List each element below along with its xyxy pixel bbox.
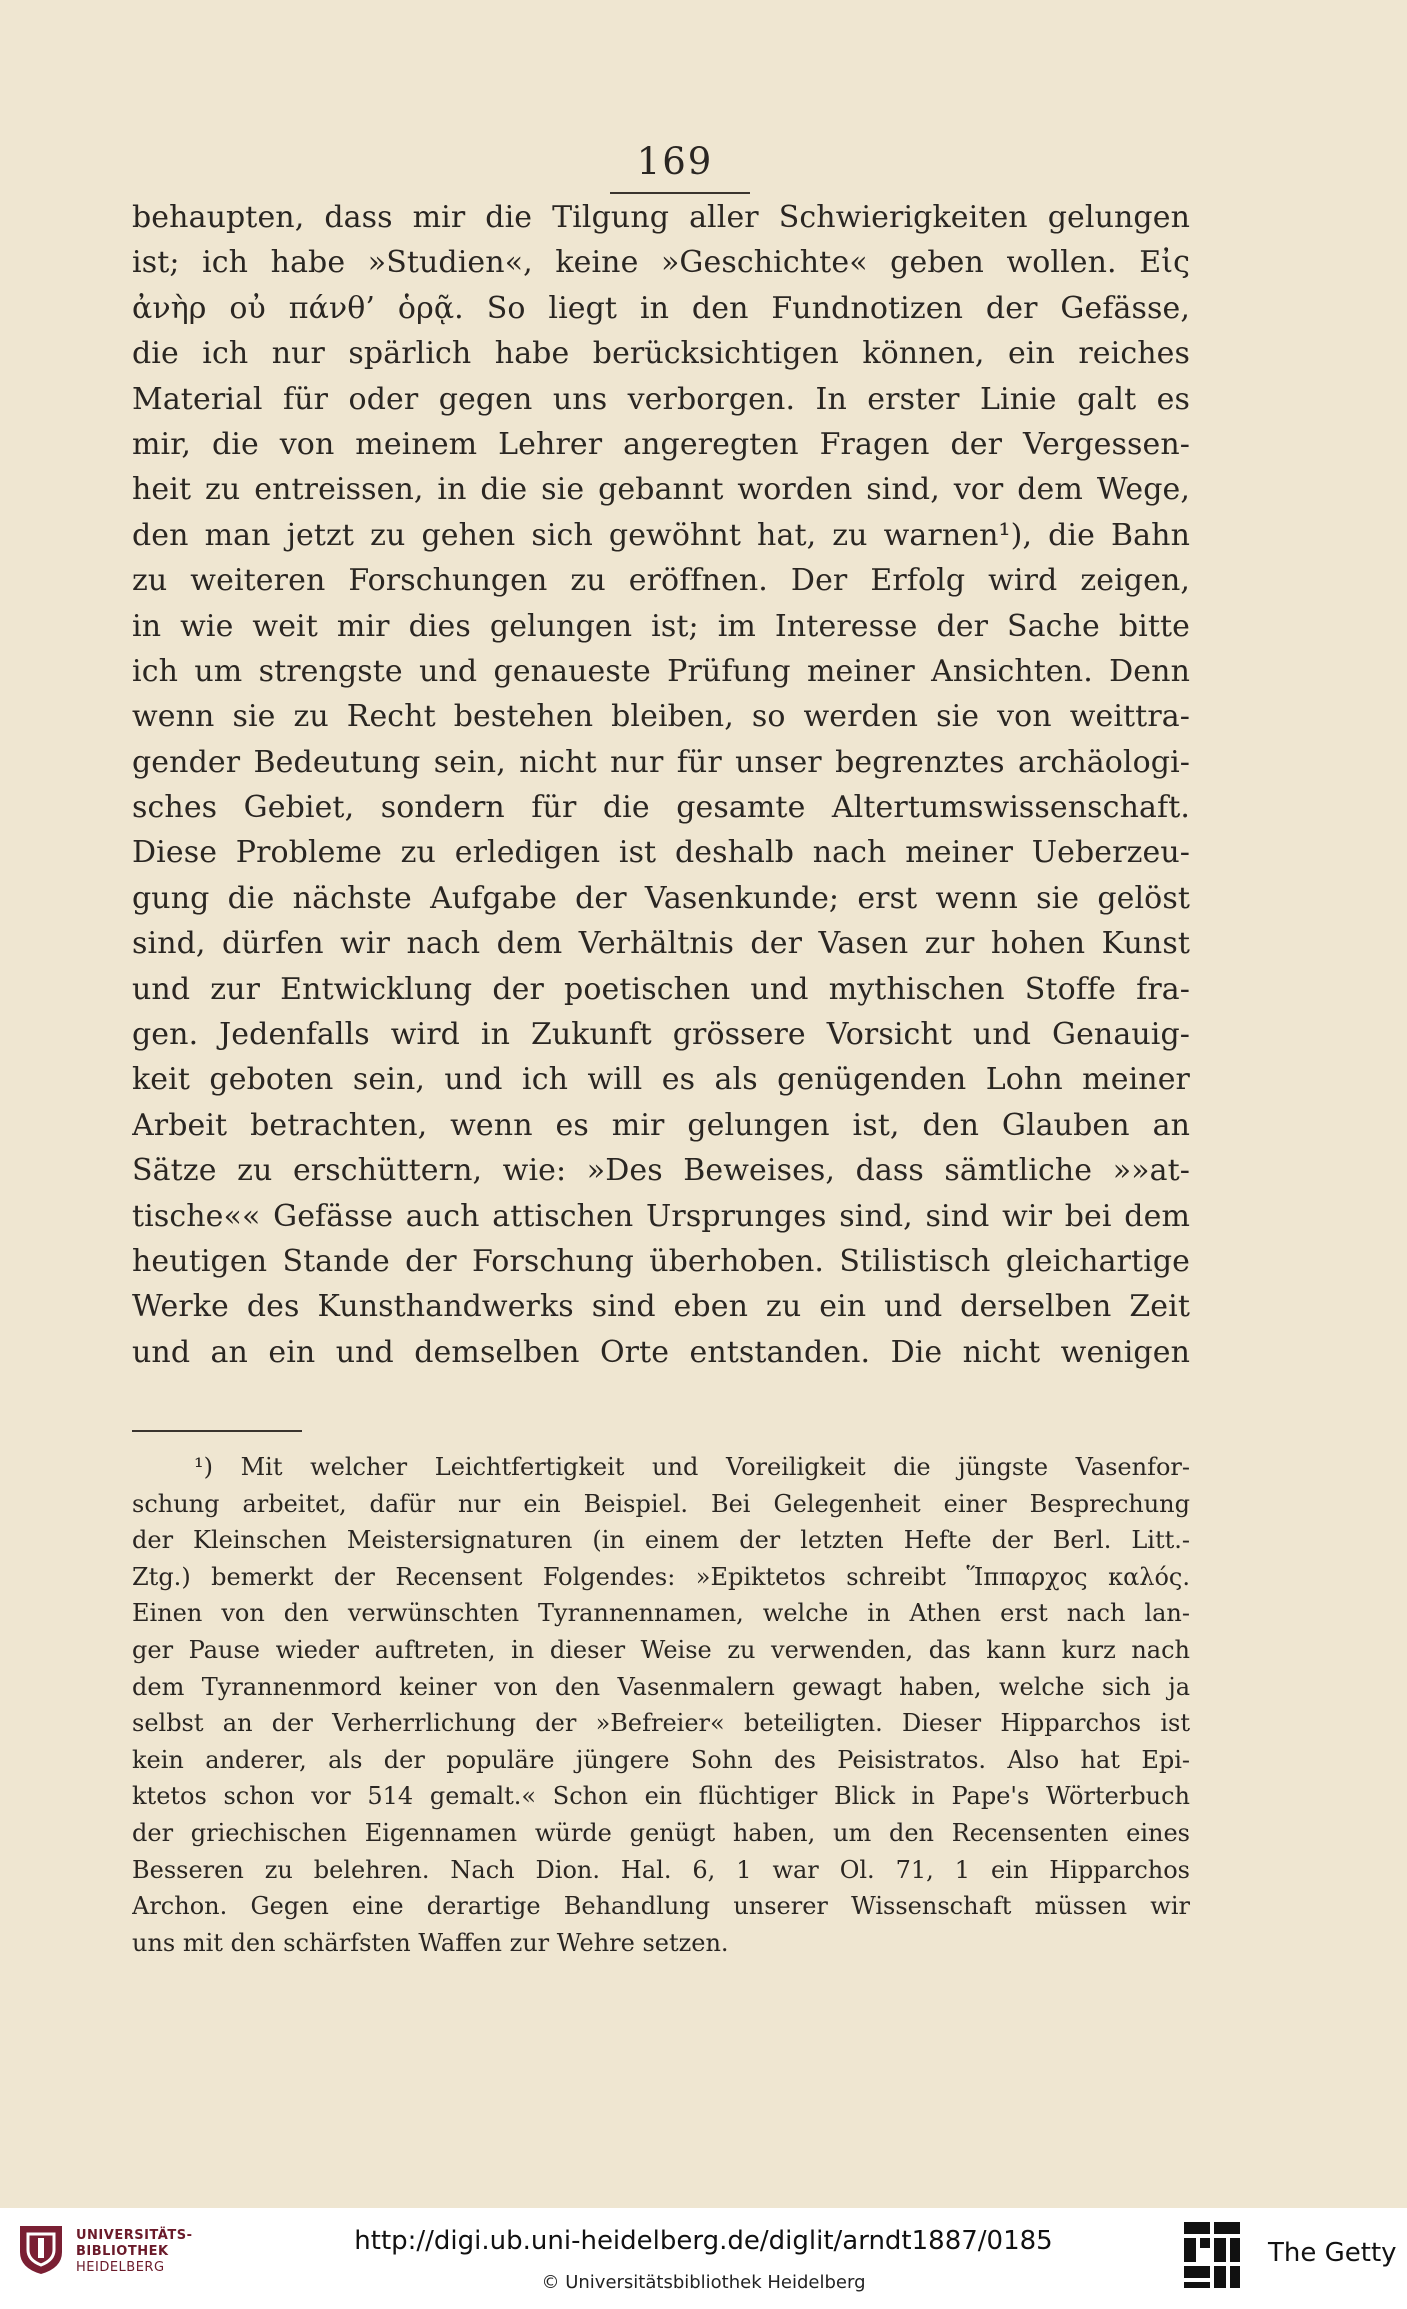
getty-logo-icon[interactable]	[1180, 2218, 1244, 2292]
text-line: die ich nur spärlich habe berücksichtigen können, ein reiches	[132, 336, 1190, 372]
text-line: Werke des Kunsthandwerks sind eben zu ein und derselben Zeit	[132, 1289, 1190, 1325]
text-line: zu weiteren Forschungen zu eröffnen. Der Erfolg wird zeigen,	[132, 563, 1190, 599]
institution-line: UNIVERSITÄTS-	[76, 2228, 193, 2243]
text-line: Diese Probleme zu erledigen ist deshalb nach meiner Ueberzeu-	[132, 835, 1190, 871]
text-line: heit zu entreissen, in die sie gebannt worden sind, vor dem Wege,	[132, 472, 1190, 508]
footnote-line: Besseren zu belehren. Nach Dion. Hal. 6, 1 war Ol. 71, 1 ein Hipparchos	[132, 1855, 1190, 1884]
text-line: behaupten, dass mir die Tilgung aller Schwierigkeiten gelungen	[132, 200, 1190, 235]
footnote-line: kein anderer, als der populäre jüngere Sohn des Peisistratos. Also hat Epi-	[132, 1745, 1190, 1774]
footnote-line: uns mit den schärfsten Waffen zur Wehre setzen.	[132, 1928, 729, 1957]
source-url-link[interactable]: http://digi.ub.uni-heidelberg.de/diglit/arndt1887/0185	[354, 2226, 1053, 2256]
footnote-line: dem Tyrannenmord keiner von den Vasenmalern gewagt haben, welche sich ja	[132, 1672, 1190, 1701]
text-line: ἀνὴρ οὐ πάνθ’ ὁρᾷ. So liegt in den Fundnotizen der Gefässe,	[132, 290, 1190, 326]
text-line: ich um strengste und genaueste Prüfung meiner Ansichten. Denn	[132, 653, 1190, 689]
text-line: tische«« Gefässe auch attischen Ursprunges sind, sind wir bei dem	[132, 1198, 1190, 1234]
footnote-line: schung arbeitet, dafür nur ein Beispiel. Bei Gelegenheit einer Besprechung	[132, 1489, 1190, 1518]
footnote-rule	[132, 1430, 302, 1432]
text-line: gung die nächste Aufgabe der Vasenkunde; erst wenn sie gelöst	[132, 880, 1190, 916]
footnote-line: der Kleinschen Meistersignaturen (in einem der letzten Hefte der Berl. Litt.-	[132, 1526, 1190, 1555]
text-line: gen. Jedenfalls wird in Zukunft grössere Vorsicht und Genauig-	[132, 1017, 1190, 1053]
text-line: und zur Entwicklung der poetischen und mythischen Stoffe fra-	[132, 971, 1190, 1007]
footnote-line: Ztg.) bemerkt der Recensent Folgendes: »Epiktetos schreibt Ἵππαρχος καλός.	[132, 1562, 1190, 1591]
footnote	[132, 1449, 1190, 1961]
text-line: heutigen Stande der Forschung überhoben. Stilistisch gleichartige	[132, 1243, 1190, 1279]
footnote-line: ger Pause wieder auftreten, in dieser Weise zu verwenden, das kann kurz nach	[132, 1635, 1190, 1664]
text-line: Arbeit betrachten, wenn es mir gelungen ist, den Glauben an	[132, 1107, 1190, 1143]
page-number: 169	[636, 140, 714, 183]
text-line: wenn sie zu Recht bestehen bleiben, so werden sie von weittra-	[132, 699, 1190, 735]
main-text	[132, 195, 1190, 1375]
footnote-line: ¹) Mit welcher Leichtfertigkeit und Voreiligkeit die jüngste Vasenfor-	[194, 1453, 1190, 1481]
institution-line: HEIDELBERG	[76, 2260, 165, 2275]
text-line: sches Gebiet, sondern für die gesamte Altertumswissenschaft.	[132, 790, 1190, 826]
text-line: mir, die von meinem Lehrer angeregten Fragen der Vergessen-	[132, 426, 1190, 462]
text-line: Sätze zu erschüttern, wie: »Des Beweises, dass sämtliche »»at-	[132, 1153, 1190, 1189]
footnote-line: Archon. Gegen eine derartige Behandlung unserer Wissenschaft müssen wir	[132, 1892, 1190, 1921]
copyright-notice: © Universitätsbibliothek Heidelberg	[541, 2272, 866, 2293]
footnote-line: Einen von den verwünschten Tyrannennamen, welche in Athen erst nach lan-	[132, 1599, 1190, 1628]
partner-name: The Getty	[1268, 2238, 1397, 2268]
text-line: keit geboten sein, und ich will es als genügenden Lohn meiner	[132, 1062, 1190, 1098]
text-line: in wie weit mir dies gelungen ist; im Interesse der Sache bitte	[132, 608, 1190, 644]
institution-line: BIBLIOTHEK	[76, 2244, 169, 2259]
footnote-line: ktetos schon vor 514 gemalt.« Schon ein flüchtiger Blick in Pape's Wörterbuch	[132, 1782, 1190, 1811]
page-number-rule	[610, 192, 750, 194]
text-line: den man jetzt zu gehen sich gewöhnt hat, zu warnen¹), die Bahn	[132, 517, 1190, 553]
text-line: Material für oder gegen uns verborgen. In erster Linie galt es	[132, 381, 1190, 417]
text-line: sind, dürfen wir nach dem Verhältnis der Vasen zur hohen Kunst	[132, 926, 1190, 962]
text-line: und an ein und demselben Orte entstanden. Die nicht wenigen	[132, 1334, 1190, 1370]
footnote-line: der griechischen Eigennamen würde genügt haben, um den Recensenten eines	[132, 1818, 1190, 1847]
text-line: ist; ich habe »Studien«, keine »Geschichte« geben wollen. Εἰς	[132, 245, 1190, 281]
footnote-line: selbst an der Verherrlichung der »Befreier« beteiligten. Dieser Hipparchos ist	[132, 1709, 1190, 1738]
text-line: gender Bedeutung sein, nicht nur für unser begrenztes archäologi-	[132, 744, 1190, 780]
